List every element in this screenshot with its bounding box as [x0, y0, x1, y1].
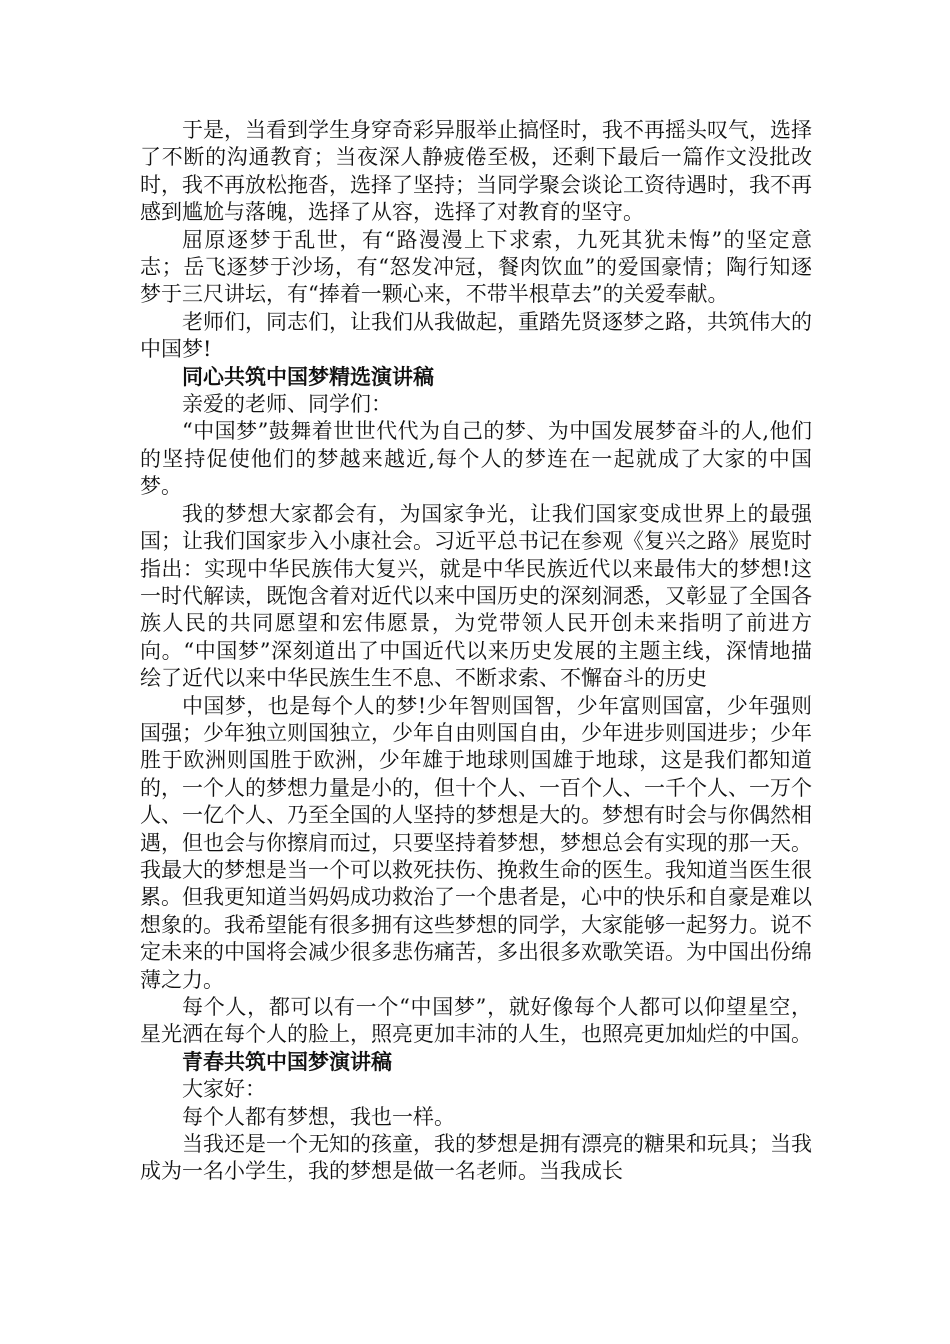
paragraph: 当我还是一个无知的孩童，我的梦想是拥有漂亮的糖果和玩具；当我成为一名小学生，我的梦想是做一名老师。当我成长 [140, 1132, 812, 1184]
paragraph: 屈原逐梦于乱世，有“路漫漫上下求索，九死其犹未悔”的坚定意志；岳飞逐梦于沙场，有“怒发冲冠，餐肉饮血”的爱国豪情；陶行知逐梦于三尺讲坛，有“捧着一颗心来，不带半根草去”的关爱奉献。 [140, 227, 812, 307]
paragraph: 老师们，同志们，让我们从我做起，重踏先贤逐梦之路，共筑伟大的中国梦! [140, 309, 812, 362]
document-page [140, 117, 812, 1186]
paragraph: “中国梦”鼓舞着世世代代为自己的梦、为中国发展梦奋斗的人,他们的坚持促使他们的梦越来越近,每个人的梦连在一起就成了大家的中国梦。 [140, 419, 812, 499]
paragraph: 中国梦，也是每个人的梦!少年智则国智，少年富则国富，少年强则国强；少年独立则国独立，少年自由则国自由，少年进步则国进步；少年胜于欧洲则国胜于欧洲，少年雄于地球则国雄于地球，这是我们都知道的，一个人的梦想力量是小的，但十个人、一百个人、一千个人、一万个人、一亿个人、乃至全国的人坚持的梦想是大的。梦想有时会与你偶然相遇，但也会与你擦肩而过，只要坚持着梦想，梦想总会有实现的那一天。我最大的梦想是当一个可以救死扶伤、挽救生命的医生。我知道当医生很累。但我更知道当妈妈成功救治了一个患者是，心中的快乐和自豪是难以想象的。我希望能有很多拥有这些梦想的同学，大家能够一起努力。说不定未来的中国将会减少很多悲伤痛苦，多出很多欢歌笑语。为中国出份绵薄之力。 [140, 693, 812, 992]
paragraph: 于是，当看到学生身穿奇彩异服举止搞怪时，我不再摇头叹气，选择了不断的沟通教育；当夜深人静疲倦至极，还剩下最后一篇作文没批改时，我不再放松拖沓，选择了坚持；当同学聚会谈论工资待遇时，我不再感到尴尬与落魄，选择了从容，选择了对教育的坚守。 [140, 118, 812, 225]
paragraph: 亲爱的老师、同学们： [182, 392, 392, 417]
section-heading: 青春共筑中国梦演讲稿 [182, 1049, 392, 1074]
paragraph: 每个人，都可以有一个“中国梦”，就好像每个人都可以仰望星空，星光洒在每个人的脸上，照亮更加丰沛的人生，也照亮更加灿烂的中国。 [140, 995, 812, 1047]
paragraph: 每个人都有梦想，我也一样。 [182, 1104, 455, 1129]
paragraph: 我的梦想大家都会有，为国家争光，让我们国家变成世界上的最强国；让我们国家步入小康社会。习近平总书记在参观《复兴之路》展览时指出：实现中华民族伟大复兴，就是中华民族近代以来最伟大的梦想!这一时代解读，既饱含着对近代以来中国历史的深刻洞悉，又彰显了全国各族人民的共同愿望和宏伟愿景，为党带领人民开创未来指明了前进方向。“中国梦”深刻道出了中国近代以来历史发展的主题主线，深情地描绘了近代以来中华民族生生不息、不断求索、不懈奋斗的历史 [140, 501, 812, 691]
paragraph: 大家好： [182, 1077, 266, 1102]
section-heading: 同心共筑中国梦精选演讲稿 [182, 364, 434, 389]
